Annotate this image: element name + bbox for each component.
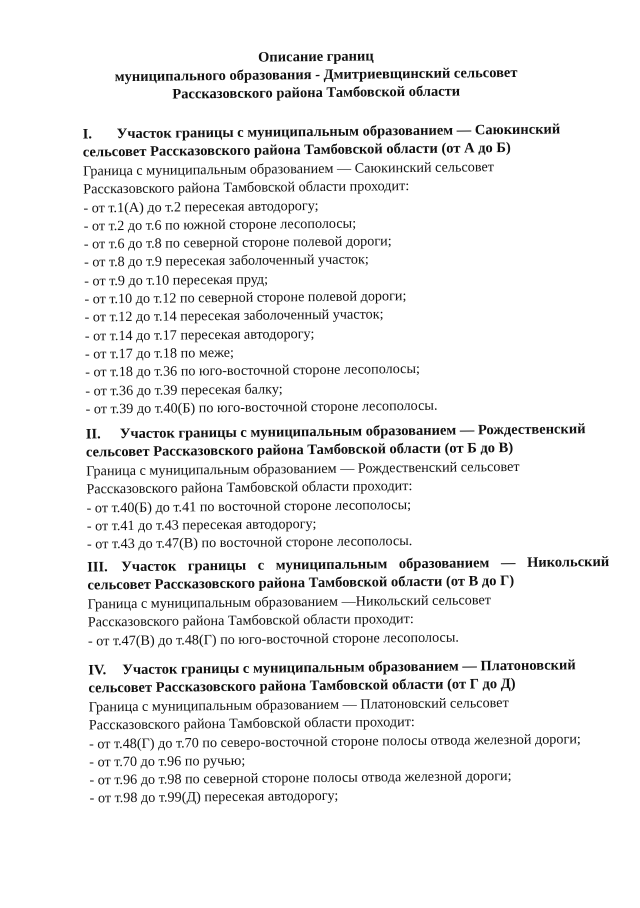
section-heading: [88, 657, 610, 697]
section-intro-line-1: Граница с муниципальным образованием — Рождественский сельсовет: [86, 458, 520, 480]
list-item: - от т.43 до т.47(В) по восточной стороне лесополосы.: [86, 533, 413, 553]
list-item: - от т.40(Б) до т.41 по восточной стороне лесополосы;: [86, 496, 412, 517]
list-item: - от т.98 до т.99(Д) пересекая автодорогу;: [89, 788, 339, 807]
list-item: - от т.36 до т.39 пересекая балку;: [85, 380, 283, 400]
section-heading: [87, 554, 609, 594]
section-heading: [86, 421, 608, 461]
section-intro-line-2: Рассказовского района Тамбовской области проходит:: [83, 178, 410, 198]
list-item: - от т.18 до т.36 по юго-восточной стороне лесополосы;: [85, 361, 420, 381]
list-item: - от т.41 до т.43 пересекая автодорогу;: [86, 515, 317, 535]
document-title-line-3: Рассказовского района Тамбовской области: [172, 83, 461, 103]
section-number: II.: [85, 426, 101, 443]
list-item: - от т.48(Г) до т.70 по северо-восточной стороне полосы отвода железной дороги;: [88, 730, 581, 753]
section-number: IV.: [88, 662, 107, 679]
list-item: - от т.39 до т.40(Б) по юго-восточной стороне лесополосы.: [85, 397, 438, 418]
list-item: - от т.17 до т.18 по меже;: [84, 344, 235, 363]
document-title-line-2: муниципального образования - Дмитриевщинский сельсовет: [114, 64, 518, 86]
section-intro-line-1: Граница с муниципальным образованием — Саюкинский сельсовет: [82, 159, 495, 180]
list-item: - от т.8 до т.9 пересекая заболоченный участок;: [83, 251, 369, 271]
section-number: III.: [87, 559, 108, 576]
section-2: [86, 421, 609, 554]
list-item: - от т.2 до т.6 по южной стороне лесополосы;: [83, 215, 357, 235]
section-heading-text: Участок границы с муниципальным образованием — Рождественский сельсовет Рассказовского района Тамбовской области (от Б до В): [85, 421, 586, 460]
section-intro-line-1: Граница с муниципальным образованием —Никольский сельсовет: [87, 592, 492, 613]
list-item: - от т.12 до т.14 пересекая заболоченный участок;: [84, 306, 384, 326]
document-title-line-1: Описание границ: [258, 48, 374, 66]
section-intro-line-2: Рассказовского района Тамбовской области проходит:: [87, 611, 414, 631]
section-heading-text: Участок границы с муниципальным образованием — Никольский сельсовет Рассказовского района Тамбовской области (от В до Г): [87, 553, 610, 593]
list-item: - от т.6 до т.8 по северной стороне полевой дороги;: [83, 233, 392, 253]
section-heading-text: Участок границы с муниципальным образованием — Платоновский сельсовет Рассказовского района Тамбовской области (от Г до Д): [88, 657, 576, 696]
section-3: [87, 554, 610, 650]
section-heading: [83, 121, 605, 161]
list-item: - от т.9 до т.10 пересекая пруд;: [84, 271, 269, 290]
section-intro-line-2: Рассказовского района Тамбовской области проходит:: [86, 478, 413, 498]
section-number: I.: [82, 126, 93, 143]
section-4: [88, 657, 611, 808]
list-item: - от т.96 до т.98 по северной стороне полосы отвода железной дороги;: [89, 768, 512, 789]
list-item: - от т.1(А) до т.2 пересекая автодорогу;: [83, 197, 319, 217]
section-heading-text: Участок границы с муниципальным образованием — Саюкинский сельсовет Рассказовского района Тамбовской области (от А до Б): [82, 121, 561, 160]
list-item: - от т.14 до т.17 пересекая автодорогу;: [84, 325, 315, 345]
section-intro-line-1: Граница с муниципальным образованием — Платоновский сельсовет: [88, 695, 509, 716]
section-intro-line-2: Рассказовского района Тамбовской области проходит:: [88, 714, 415, 734]
section-1: [83, 121, 608, 419]
list-item: - от т.70 до т.96 по ручью;: [89, 752, 246, 771]
list-item: - от т.47(В) до т.48(Г) по юго-восточной стороне лесополосы.: [87, 629, 459, 650]
list-item: - от т.10 до т.12 по северной стороне полевой дороги;: [84, 288, 407, 308]
